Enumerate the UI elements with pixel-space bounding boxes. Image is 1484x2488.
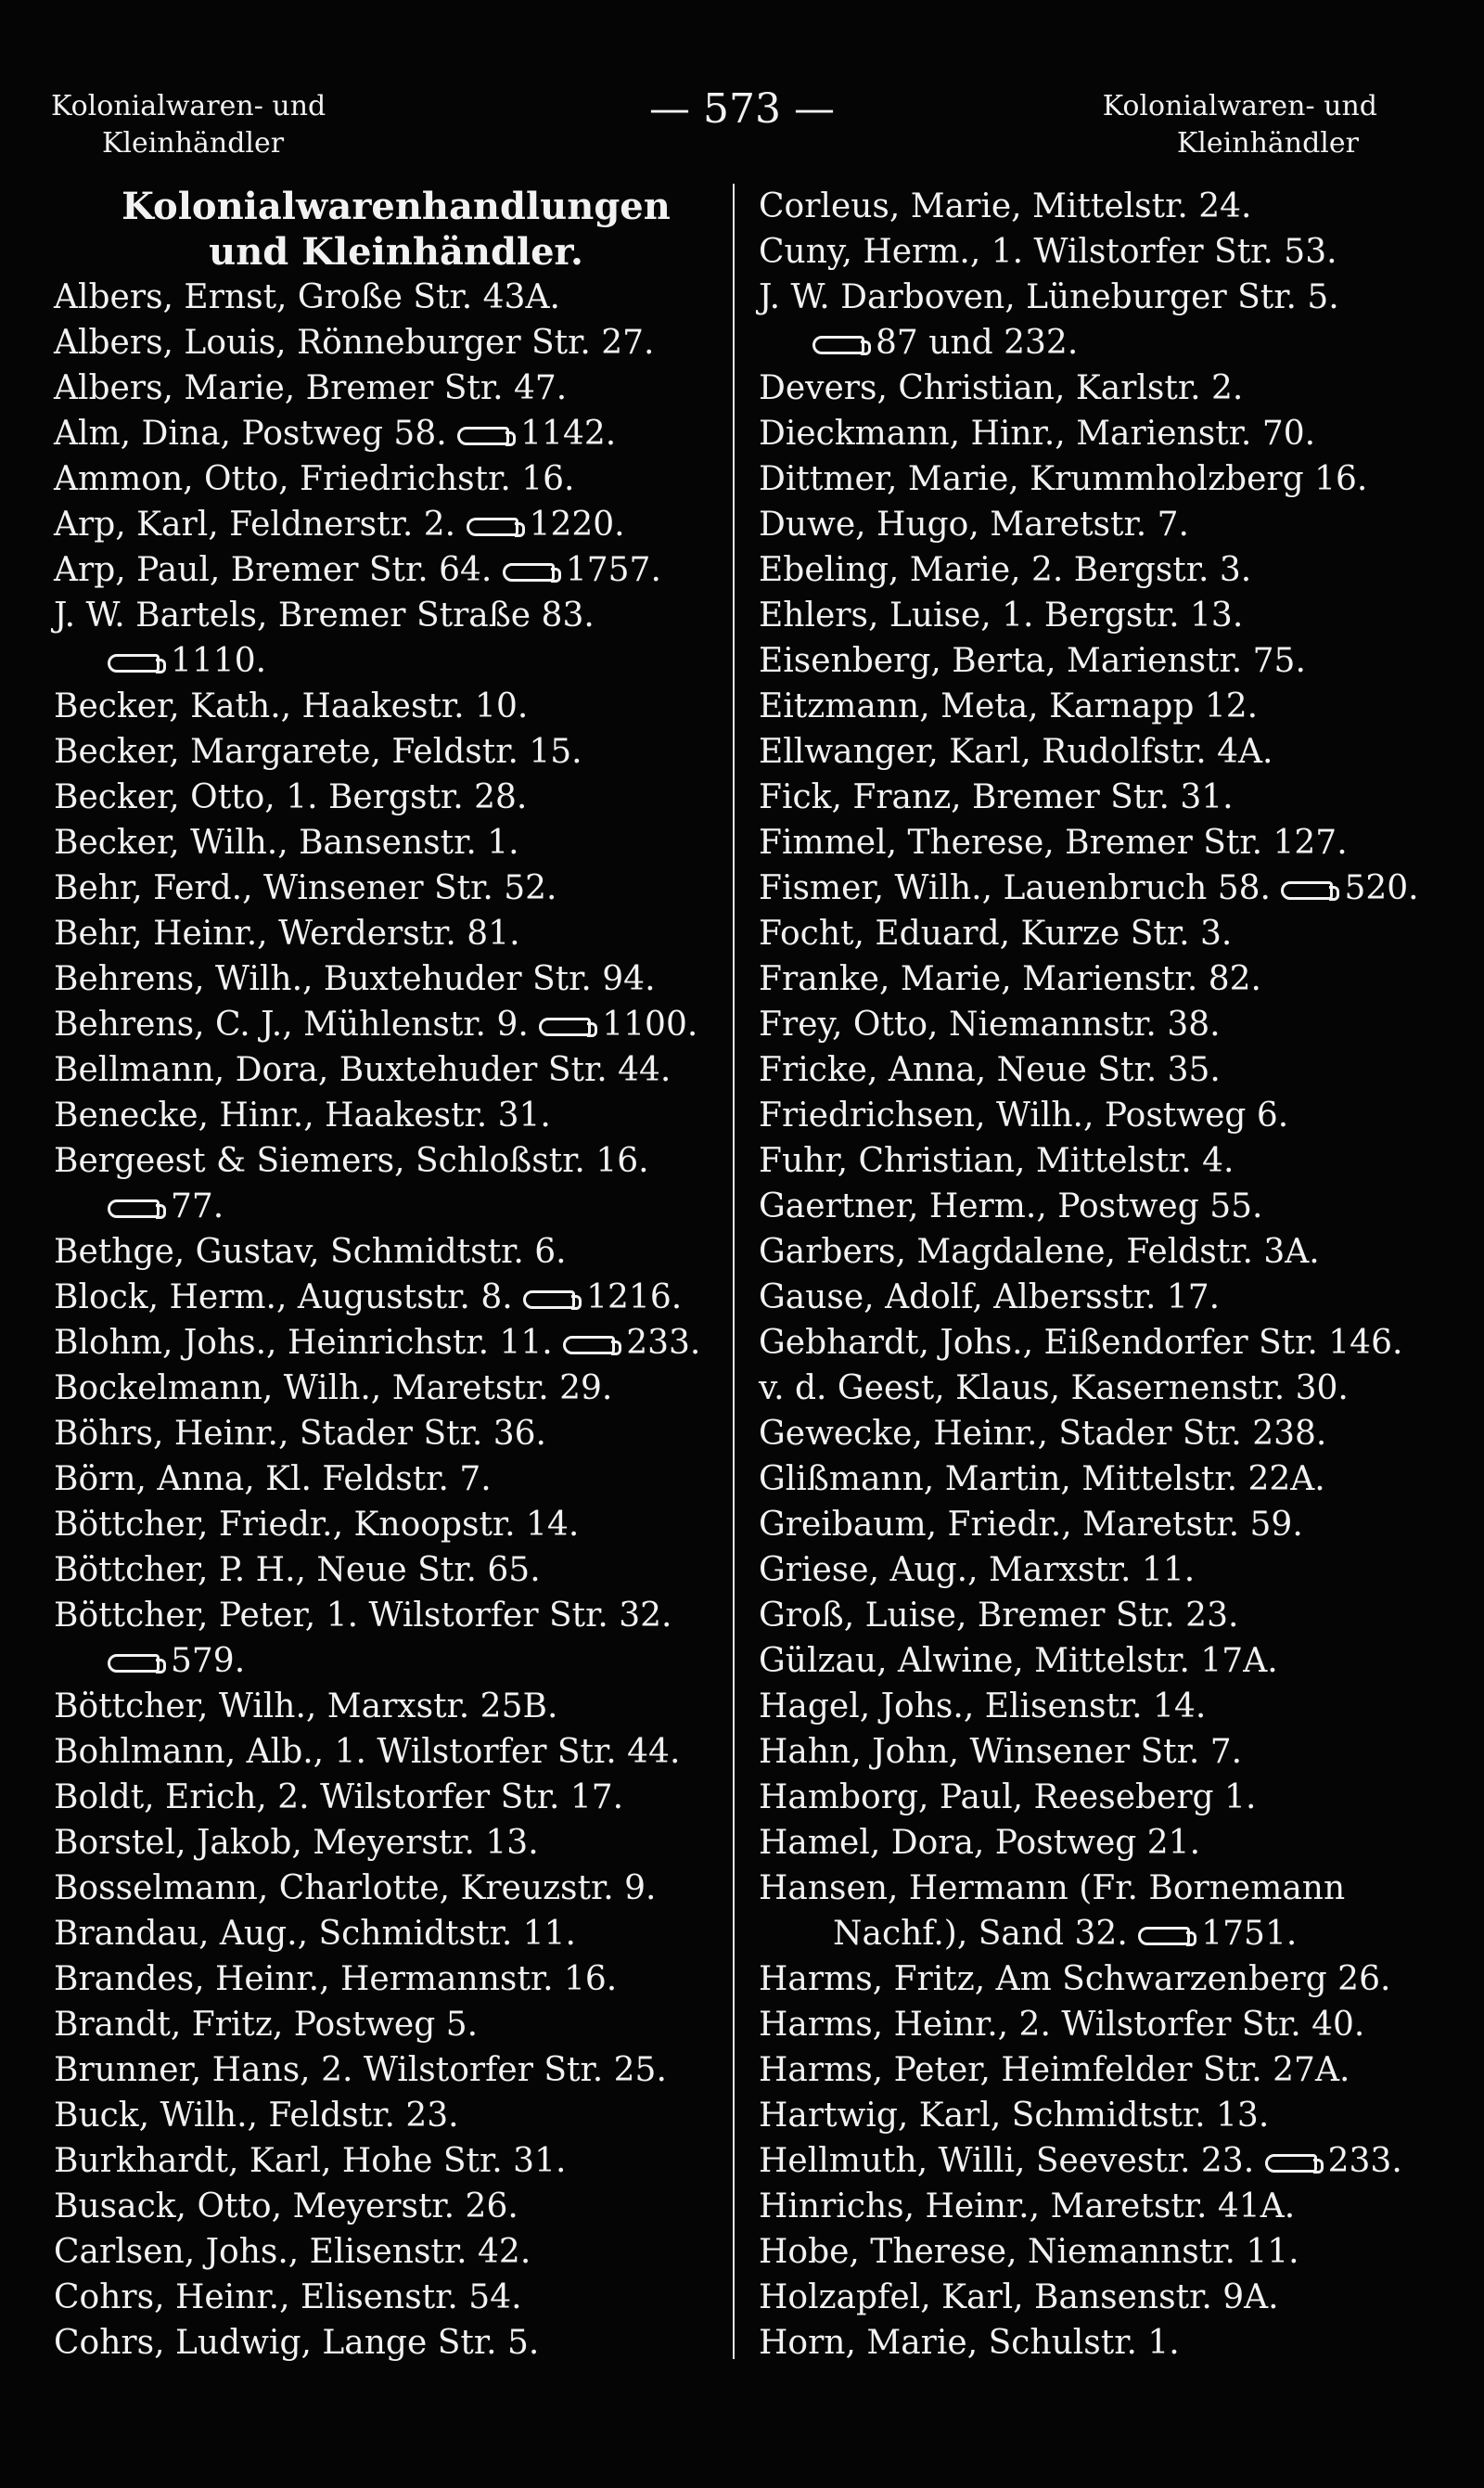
directory-entry [759, 456, 1445, 502]
running-head-right-line2: Kleinhändler [1176, 127, 1359, 160]
entry-text: v. d. Geest, Klaus, Kasernenstr. 30. [759, 1369, 1349, 1407]
entry-text: Bockelmann, Wilh., Maretstr. 29. [54, 1369, 613, 1407]
directory-entry [759, 547, 1445, 593]
entry-text: Becker, Kath., Haakestr. 10. [54, 687, 529, 725]
entry-text: Garbers, Magdalene, Feldstr. 3A. [759, 1233, 1320, 1271]
entry-text: Fick, Franz, Bremer Str. 31. [759, 778, 1234, 816]
directory-entry [759, 1275, 1445, 1320]
telephone-icon [467, 518, 518, 536]
entry-continuation [54, 1638, 738, 1684]
entry-text: Greibaum, Friedr., Maretstr. 59. [759, 1506, 1303, 1544]
telephone-icon [457, 427, 509, 445]
entry-text: Brunner, Hans, 2. Wilstorfer Str. 25. [54, 2051, 667, 2089]
entry-text: Blohm, Johs., Heinrichstr. 11. [54, 1324, 553, 1362]
directory-entry [759, 1002, 1445, 1047]
entry-text: Harms, Fritz, Am Schwarzenberg 26. [759, 1960, 1391, 1998]
directory-entry [759, 1956, 1445, 2002]
directory-entry [759, 366, 1445, 411]
phone-number: 1751. [1201, 1915, 1298, 1953]
directory-entry [54, 366, 738, 411]
directory-entry [54, 1820, 738, 1866]
entry-text: Glißmann, Martin, Mittelstr. 22A. [759, 1460, 1325, 1498]
entry-text: Becker, Margarete, Feldstr. 15. [54, 733, 582, 771]
directory-entry [54, 2047, 738, 2093]
directory-entry [759, 1638, 1445, 1684]
directory-entry [54, 593, 738, 684]
entry-continuation [759, 1911, 1445, 1956]
entry-continuation [54, 638, 738, 684]
telephone-icon [1265, 2154, 1317, 2173]
entry-text: Griese, Aug., Marxstr. 11. [759, 1551, 1196, 1589]
entry-text: Gülzau, Alwine, Mittelstr. 17A. [759, 1642, 1278, 1680]
section-title-line2: und Kleinhändler. [209, 230, 583, 274]
page-number: — 573 — [649, 85, 835, 133]
directory-entry [759, 2229, 1445, 2275]
directory-entry [759, 2184, 1445, 2229]
directory-entry [759, 684, 1445, 729]
directory-entry [759, 502, 1445, 547]
entry-text: Arp, Karl, Feldnerstr. 2. [54, 506, 456, 544]
directory-entry [54, 2320, 738, 2366]
entry-text: Bellmann, Dora, Buxtehuder Str. 44. [54, 1051, 672, 1089]
entry-text: Albers, Louis, Rönneburger Str. 27. [54, 324, 655, 362]
telephone-icon [503, 563, 555, 582]
entry-text: Buck, Wilh., Feldstr. 23. [54, 2097, 459, 2135]
directory-entry [759, 1684, 1445, 1729]
directory-entry [54, 1002, 738, 1047]
entry-text: Becker, Otto, 1. Bergstr. 28. [54, 778, 528, 816]
directory-entry [759, 956, 1445, 1002]
phone-number: 233. [1327, 2142, 1402, 2180]
entry-text: Duwe, Hugo, Maretstr. 7. [759, 506, 1189, 544]
entry-text: Cuny, Herm., 1. Wilstorfer Str. 53. [759, 233, 1337, 271]
directory-entry [759, 1547, 1445, 1593]
directory-entry [54, 1456, 738, 1502]
entry-text: Burkhardt, Karl, Hohe Str. 31. [54, 2142, 567, 2180]
directory-entry [759, 1866, 1445, 1956]
phone-number: 1142. [520, 415, 617, 453]
directory-entry [759, 866, 1445, 911]
telephone-icon [1138, 1927, 1190, 1945]
entry-text: Hobe, Therese, Niemannstr. 11. [759, 2233, 1299, 2271]
directory-entry [759, 1502, 1445, 1547]
entry-text: Harms, Heinr., 2. Wilstorfer Str. 40. [759, 2006, 1365, 2044]
entry-text: Focht, Eduard, Kurze Str. 3. [759, 915, 1233, 953]
entry-text: Hellmuth, Willi, Seevestr. 23. [759, 2142, 1255, 2180]
directory-entry [759, 1775, 1445, 1820]
directory-entry [54, 1320, 738, 1366]
entry-text: Börn, Anna, Kl. Feldstr. 7. [54, 1460, 492, 1498]
running-head-left-line1: Kolonialwaren- und [51, 90, 326, 122]
directory-entry [54, 684, 738, 729]
directory-entry [759, 775, 1445, 820]
directory-entry [759, 1820, 1445, 1866]
entry-text: Hahn, John, Winsener Str. 7. [759, 1733, 1243, 1771]
directory-entry [54, 729, 738, 775]
entry-text: Hagel, Johs., Elisenstr. 14. [759, 1687, 1207, 1725]
directory-entry [54, 1775, 738, 1820]
left-entry-list [54, 275, 738, 2366]
entry-text: Ammon, Otto, Friedrichstr. 16. [54, 460, 575, 498]
entry-text: Böttcher, P. H., Neue Str. 65. [54, 1551, 541, 1589]
telephone-icon [563, 1336, 615, 1354]
phone-number: 1220. [529, 506, 625, 544]
directory-entry [54, 1275, 738, 1320]
directory-entry [54, 1411, 738, 1456]
telephone-icon [539, 1018, 591, 1036]
directory-entry [54, 456, 738, 502]
directory-entry [54, 1547, 738, 1593]
entry-text: Behrens, C. J., Mühlenstr. 9. [54, 1006, 529, 1044]
entry-text: Ellwanger, Karl, Rudolfstr. 4A. [759, 733, 1273, 771]
directory-entry [54, 1047, 738, 1093]
entry-text: J. W. Bartels, Bremer Straße 83. [54, 596, 595, 635]
directory-entry [759, 1093, 1445, 1138]
entry-text: Arp, Paul, Bremer Str. 64. [54, 551, 493, 589]
entry-text: Bethge, Gustav, Schmidtstr. 6. [54, 1233, 567, 1271]
entry-text: Holzapfel, Karl, Bansenstr. 9A. [759, 2278, 1279, 2316]
directory-entry [54, 547, 738, 593]
entry-text: Frey, Otto, Niemannstr. 38. [759, 1006, 1221, 1044]
phone-number: 1110. [171, 642, 267, 680]
entry-text: Böhrs, Heinr., Stader Str. 36. [54, 1415, 546, 1453]
directory-entry [759, 1729, 1445, 1775]
directory-entry [54, 2138, 738, 2184]
section-title [54, 184, 738, 275]
telephone-icon [812, 336, 864, 354]
directory-entry [759, 729, 1445, 775]
directory-entry [759, 911, 1445, 956]
directory-entry [759, 2047, 1445, 2093]
directory-entry [759, 593, 1445, 638]
entry-text: Friedrichsen, Wilh., Postweg 6. [759, 1097, 1289, 1135]
directory-entry [759, 2275, 1445, 2320]
entry-text: Dittmer, Marie, Krummholzberg 16. [759, 460, 1368, 498]
entry-text: Eitzmann, Meta, Karnapp 12. [759, 687, 1259, 725]
directory-entry [54, 1729, 738, 1775]
entry-text: Hamborg, Paul, Reeseberg 1. [759, 1778, 1257, 1816]
entry-text: Eisenberg, Berta, Marienstr. 75. [759, 642, 1306, 680]
entry-text: Dieckmann, Hinr., Marienstr. 70. [759, 415, 1316, 453]
continuation-text: Nachf.), Sand 32. [833, 1915, 1128, 1953]
entry-text: Gause, Adolf, Albersstr. 17. [759, 1278, 1221, 1316]
directory-entry [54, 1138, 738, 1229]
entry-text: Ebeling, Marie, 2. Bergstr. 3. [759, 551, 1252, 589]
entry-text: Fismer, Wilh., Lauenbruch 58. [759, 869, 1271, 907]
directory-entry [54, 1684, 738, 1729]
directory-entry [54, 2093, 738, 2138]
directory-entry [54, 866, 738, 911]
directory-entry [54, 2002, 738, 2047]
entry-text: Carlsen, Johs., Elisenstr. 42. [54, 2233, 531, 2271]
entry-text: Fimmel, Therese, Bremer Str. 127. [759, 824, 1348, 862]
entry-text: Gebhardt, Johs., Eißendorfer Str. 146. [759, 1324, 1403, 1362]
directory-entry [759, 1320, 1445, 1366]
entry-text: Fuhr, Christian, Mittelstr. 4. [759, 1142, 1235, 1180]
entry-text: Böttcher, Peter, 1. Wilstorfer Str. 32. [54, 1597, 672, 1635]
entry-text: Boldt, Erich, 2. Wilstorfer Str. 17. [54, 1778, 624, 1816]
telephone-icon [108, 654, 160, 673]
entry-text: Behr, Ferd., Winsener Str. 52. [54, 869, 557, 907]
directory-entry [54, 1366, 738, 1411]
section-title-line1: Kolonialwarenhandlungen [122, 185, 671, 228]
entry-text: Albers, Marie, Bremer Str. 47. [54, 369, 568, 407]
running-head-right-line1: Kolonialwaren- und [1102, 90, 1377, 122]
directory-entry [54, 820, 738, 866]
entry-text: Hamel, Dora, Postweg 21. [759, 1824, 1201, 1862]
directory-entry [759, 229, 1445, 275]
directory-entry [54, 956, 738, 1002]
entry-text: Alm, Dina, Postweg 58. [54, 415, 447, 453]
entry-text: Devers, Christian, Karlstr. 2. [759, 369, 1244, 407]
phone-number: 1216. [586, 1278, 683, 1316]
directory-entry [759, 411, 1445, 456]
directory-entry [54, 1956, 738, 2002]
entry-text: Gaertner, Herm., Postweg 55. [759, 1187, 1263, 1225]
directory-entry [54, 411, 738, 456]
running-head-right [1103, 88, 1377, 162]
entry-text: Harms, Peter, Heimfelder Str. 27A. [759, 2051, 1350, 2089]
directory-entry [759, 2320, 1445, 2366]
phone-number: 520. [1344, 869, 1419, 907]
entry-text: Groß, Luise, Bremer Str. 23. [759, 1597, 1239, 1635]
telephone-icon [1281, 881, 1333, 900]
entry-text: Horn, Marie, Schulstr. 1. [759, 2324, 1180, 2362]
entry-text: Bosselmann, Charlotte, Kreuzstr. 9. [54, 1869, 657, 1907]
entry-continuation [54, 1184, 738, 1229]
entry-text: Busack, Otto, Meyerstr. 26. [54, 2187, 518, 2225]
entry-text: Corleus, Marie, Mittelstr. 24. [759, 187, 1252, 225]
entry-text: Hartwig, Karl, Schmidtstr. 13. [759, 2097, 1270, 2135]
telephone-icon [523, 1290, 575, 1309]
directory-entry [54, 1911, 738, 1956]
entry-continuation [759, 320, 1445, 366]
directory-entry [759, 275, 1445, 366]
entry-text: Cohrs, Heinr., Elisenstr. 54. [54, 2278, 522, 2316]
directory-entry [54, 1229, 738, 1275]
phone-number: 77. [171, 1187, 224, 1225]
phone-number: 1100. [602, 1006, 698, 1044]
directory-entry [759, 2093, 1445, 2138]
entry-text: Becker, Wilh., Bansenstr. 1. [54, 824, 519, 862]
directory-entry [54, 1093, 738, 1138]
directory-entry [759, 2138, 1445, 2184]
directory-entry [54, 911, 738, 956]
telephone-icon [108, 1199, 160, 1218]
directory-entry [759, 1593, 1445, 1638]
left-column [54, 184, 738, 2366]
directory-entry [54, 1502, 738, 1547]
entry-text: Borstel, Jakob, Meyerstr. 13. [54, 1824, 539, 1862]
phone-number: 1757. [565, 551, 661, 589]
entry-text: Franke, Marie, Marienstr. 82. [759, 960, 1261, 998]
entry-text: Behr, Heinr., Werderstr. 81. [54, 915, 520, 953]
directory-entry [759, 1138, 1445, 1184]
entry-text: Fricke, Anna, Neue Str. 35. [759, 1051, 1221, 1089]
directory-entry [759, 1456, 1445, 1502]
directory-entry [759, 1047, 1445, 1093]
directory-entry [54, 1866, 738, 1911]
directory-entry [759, 638, 1445, 684]
entry-text: Benecke, Hinr., Haakestr. 31. [54, 1097, 551, 1135]
directory-entry [54, 275, 738, 320]
entry-text: Böttcher, Friedr., Knoopstr. 14. [54, 1506, 580, 1544]
directory-entry [759, 1411, 1445, 1456]
entry-text: Bergeest & Siemers, Schloßstr. 16. [54, 1142, 649, 1180]
directory-entry [54, 2275, 738, 2320]
directory-entry [54, 502, 738, 547]
directory-entry [759, 2002, 1445, 2047]
directory-entry [759, 820, 1445, 866]
entry-text: Hansen, Hermann (Fr. Bornemann [759, 1869, 1346, 1907]
phone-number: 579. [171, 1642, 246, 1680]
entry-text: Bohlmann, Alb., 1. Wilstorfer Str. 44. [54, 1733, 681, 1771]
running-head-left-line2: Kleinhändler [102, 127, 285, 160]
directory-entry [54, 1593, 738, 1684]
entry-text: Brandau, Aug., Schmidtstr. 11. [54, 1915, 576, 1953]
entry-text: Brandt, Fritz, Postweg 5. [54, 2006, 479, 2044]
entry-text: Block, Herm., Auguststr. 8. [54, 1278, 513, 1316]
directory-entry [54, 2229, 738, 2275]
telephone-icon [108, 1654, 160, 1673]
phone-number: 233. [626, 1324, 701, 1362]
directory-entry [54, 2184, 738, 2229]
entry-text: Albers, Ernst, Große Str. 43A. [54, 278, 560, 316]
entry-text: Böttcher, Wilh., Marxstr. 25B. [54, 1687, 558, 1725]
phone-number: 87 und 232. [876, 324, 1079, 362]
entry-text: Brandes, Heinr., Hermannstr. 16. [54, 1960, 618, 1998]
directory-entry [759, 1184, 1445, 1229]
entry-text: Ehlers, Luise, 1. Bergstr. 13. [759, 596, 1244, 635]
entry-text: Behrens, Wilh., Buxtehuder Str. 94. [54, 960, 656, 998]
directory-entry [759, 184, 1445, 229]
directory-entry [54, 775, 738, 820]
directory-entry [54, 320, 738, 366]
right-column [759, 184, 1445, 2366]
entry-text: J. W. Darboven, Lüneburger Str. 5. [759, 278, 1339, 316]
entry-text: Hinrichs, Heinr., Maretstr. 41A. [759, 2187, 1296, 2225]
directory-entry [759, 1366, 1445, 1411]
entry-text: Cohrs, Ludwig, Lange Str. 5. [54, 2324, 540, 2362]
right-entry-list [759, 184, 1445, 2366]
directory-entry [759, 1229, 1445, 1275]
entry-text: Gewecke, Heinr., Stader Str. 238. [759, 1415, 1327, 1453]
